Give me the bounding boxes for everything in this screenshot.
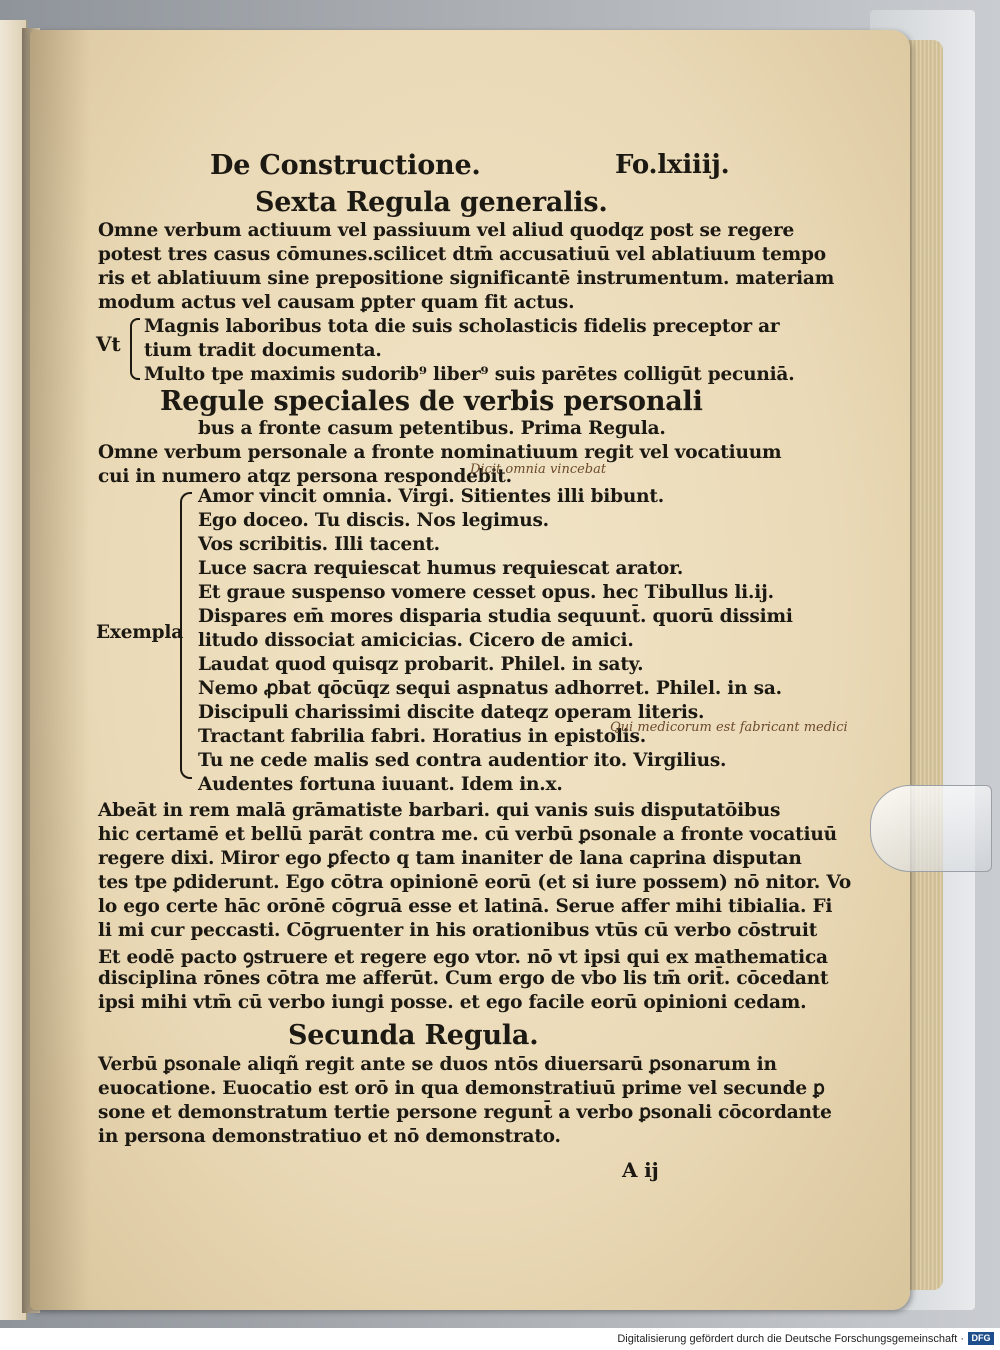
margin-note: Qui medicorum est fabricant medici [610,720,848,735]
speciales-subheading: bus a fronte casum petentibus. Prima Regula. [198,418,666,439]
abeant-line: Et eodē pacto ꝯstruere et regere ego vtor. nō vt ipsi qui ex mathematica [98,947,828,968]
abeant-line: li mi cur peccasti. Cōgruenter in his orationibus vtūs cū verbo cōstruit [98,920,818,941]
sexta-line: modum actus vel causam ꝑpter quam fit actus. [98,292,575,313]
exempla-line: litudo dissociat amicicias. Cicero de amici. [198,630,634,651]
funding-credit: Digitalisierung gefördert durch die Deutsche Forschungsgemeinschaft · [617,1333,964,1345]
prima-line: cui in numero atqz persona respondebit. [98,466,512,487]
ut-label: Vt [96,332,121,356]
exempla-line: Dispares em̄ mores disparia studia sequunt̄. quorū dissimi [198,606,793,627]
secunda-line: in persona demonstratiuo et nō demonstrato. [98,1126,561,1147]
ut-line: Magnis laboribus tota die suis scholasticis fidelis preceptor ar [144,316,780,337]
sexta-line: Omne verbum actiuum vel passiuum vel aliud quodqz post se regere [98,220,795,241]
exempla-line: Discipuli charissimi discite dateqz operam literis. [198,702,705,723]
book-page [30,30,910,1310]
exempla-line: Amor vincit omnia. Virgi. Sitientes illi bibunt. [198,486,664,507]
ut-line: Multo tpe maximis sudorib⁹ liber⁹ suis parētes colligūt pecuniā. [144,364,795,385]
exempla-label: Exempla [96,622,184,643]
exempla-line: Tractant fabrilia fabri. Horatius in epistolis. [198,726,646,747]
page-edges [905,40,943,1290]
speciales-heading: Regule speciales de verbis personali [160,386,703,417]
secunda-line: sone et demonstratum tertie persone regunt̄ a verbo ꝑsonali cōcordante [98,1102,832,1123]
sexta-regula-heading: Sexta Regula generalis. [255,187,608,218]
secunda-line: Verbū ꝑsonale aliqñ regit ante se duos ntōs diuersarū ꝑsonarum in [98,1054,777,1075]
running-header-title: De Constructione. [210,150,481,181]
abeant-line: lo ego certe hāc orōnē cōgruā esse et latinā. Serue affer mihi tibialia. Fi [98,896,833,917]
sexta-line: potest tres casus cōmunes.scilicet dtm̄ accusatiuū vel ablatiuum tempo [98,244,826,265]
page-clip [870,785,992,872]
ut-brace [130,318,140,380]
prima-line: Omne verbum personale a fronte nominatiuum regit vel vocatiuum [98,442,782,463]
exempla-line: Laudat quod quisqz probarit. Philel. in saty. [198,654,644,675]
exempla-line: Nemo ꝓbat qōcūqz sequi aspnatus adhorret. Philel. in sa. [198,678,782,699]
abeant-line: tes tpe ꝑdiderunt. Ego cōtra opinionē eorū (et si iure possem) nō nitor. Vo [98,872,852,893]
abeant-line: disciplina rōnes cōtra me afferūt. Cum ergo de vbo lis tm̄ orit̄. cōcedant [98,968,829,989]
exempla-line: Ego doceo. Tu discis. Nos legimus. [198,510,549,531]
exempla-line: Tu ne cede malis sed contra audentior ito. Virgilius. [198,750,727,771]
abeant-line: regere dixi. Miror ego ꝑfecto q tam inaniter de lana caprina disputan [98,848,802,869]
exempla-line: Vos scribitis. Illi tacent. [198,534,440,555]
secunda-line: euocatione. Euocatio est orō in qua demonstratiuū prime vel secunde ꝑ [98,1078,825,1099]
dfg-logo: DFG [968,1332,994,1345]
exempla-line: Audentes fortuna iuuant. Idem in.x. [198,774,563,795]
sexta-line: ris et ablatiuum sine prepositione significantē instrumentum. materiam [98,268,835,289]
exempla-line: Et graue suspenso vomere cesset opus. hec Tibullus li.ij. [198,582,774,603]
abeant-line: Abeāt in rem malā grāmatiste barbari. qui vanis suis disputatōibus [98,800,781,821]
signature-mark: A ij [622,1158,659,1182]
abeant-line: hic certamē et bellū parāt contra me. cū verbū ꝑsonale a fronte vocatiuū [98,824,837,845]
secunda-regula-heading: Secunda Regula. [288,1020,539,1051]
ut-line: tium tradit documenta. [144,340,382,361]
exempla-line: Luce sacra requiescat humus requiescat arator. [198,558,684,579]
exempla-brace [180,492,192,779]
abeant-line: ipsi mihi vtm̄ cū verbo iungi posse. et ego facile eorū opinioni cedam. [98,992,807,1013]
margin-note: Dicit omnia vincebat [470,462,607,477]
folio-number: Fo.lxiiij. [615,150,730,180]
